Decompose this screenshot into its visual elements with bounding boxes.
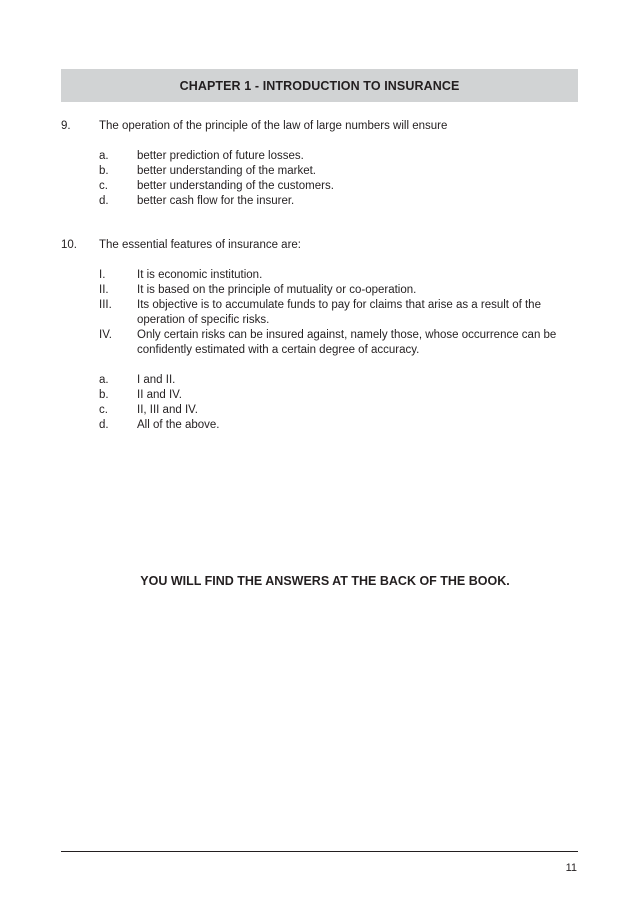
option-marker: d.	[99, 195, 109, 207]
statement-item	[99, 268, 578, 283]
option-text: I and II.	[137, 374, 176, 386]
option-marker: d.	[99, 419, 109, 431]
question-stem	[61, 238, 578, 253]
footer-divider	[61, 851, 578, 852]
answer-option	[99, 194, 578, 209]
statement-item	[99, 298, 578, 328]
option-marker: a.	[99, 374, 109, 386]
question-text: The operation of the principle of the law of large numbers will ensure	[99, 120, 448, 132]
option-text: II, III and IV.	[137, 404, 198, 416]
answer-option	[99, 418, 578, 433]
statement-marker: II.	[99, 284, 109, 296]
option-text: All of the above.	[137, 419, 220, 431]
option-text: better cash flow for the insurer.	[137, 195, 295, 207]
answer-options	[99, 149, 578, 209]
option-text: better understanding of the customers.	[137, 180, 334, 192]
statement-list	[99, 268, 578, 358]
answer-options	[99, 373, 578, 433]
answer-option	[99, 149, 578, 164]
statement-text: Its objective is to accumulate funds to pay for claims that arise as a result of the operation of specific risks.	[137, 299, 541, 326]
question-9	[61, 119, 578, 209]
answer-option	[99, 403, 578, 418]
statement-marker: I.	[99, 269, 106, 281]
statement-item	[99, 283, 578, 298]
chapter-title: CHAPTER 1 - INTRODUCTION TO INSURANCE	[179, 78, 460, 93]
page-number: 11	[565, 862, 577, 874]
question-number: 10.	[61, 239, 77, 251]
option-text: better understanding of the market.	[137, 165, 316, 177]
option-marker: c.	[99, 404, 108, 416]
statement-marker: III.	[99, 299, 112, 311]
statement-item	[99, 328, 578, 358]
answer-option	[99, 373, 578, 388]
statement-marker: IV.	[99, 329, 113, 341]
question-10	[61, 238, 578, 433]
statement-text: It is based on the principle of mutuality or co-operation.	[137, 284, 417, 296]
option-marker: b.	[99, 389, 109, 401]
question-stem	[61, 119, 578, 134]
chapter-header-bar	[61, 69, 578, 102]
answer-option	[99, 179, 578, 194]
question-number: 9.	[61, 120, 71, 132]
statement-text: Only certain risks can be insured against, namely those, whose occurrence can be confidently estimated with a certain degree of accuracy.	[137, 329, 557, 356]
statement-text: It is economic institution.	[137, 269, 263, 281]
option-marker: b.	[99, 165, 109, 177]
answer-option	[99, 164, 578, 179]
option-text: II and IV.	[137, 389, 182, 401]
question-text: The essential features of insurance are:	[99, 239, 302, 251]
option-marker: c.	[99, 180, 108, 192]
answer-option	[99, 388, 578, 403]
option-text: better prediction of future losses.	[137, 150, 304, 162]
answers-note: YOU WILL FIND THE ANSWERS AT THE BACK OF THE BOOK.	[140, 574, 510, 588]
option-marker: a.	[99, 150, 109, 162]
